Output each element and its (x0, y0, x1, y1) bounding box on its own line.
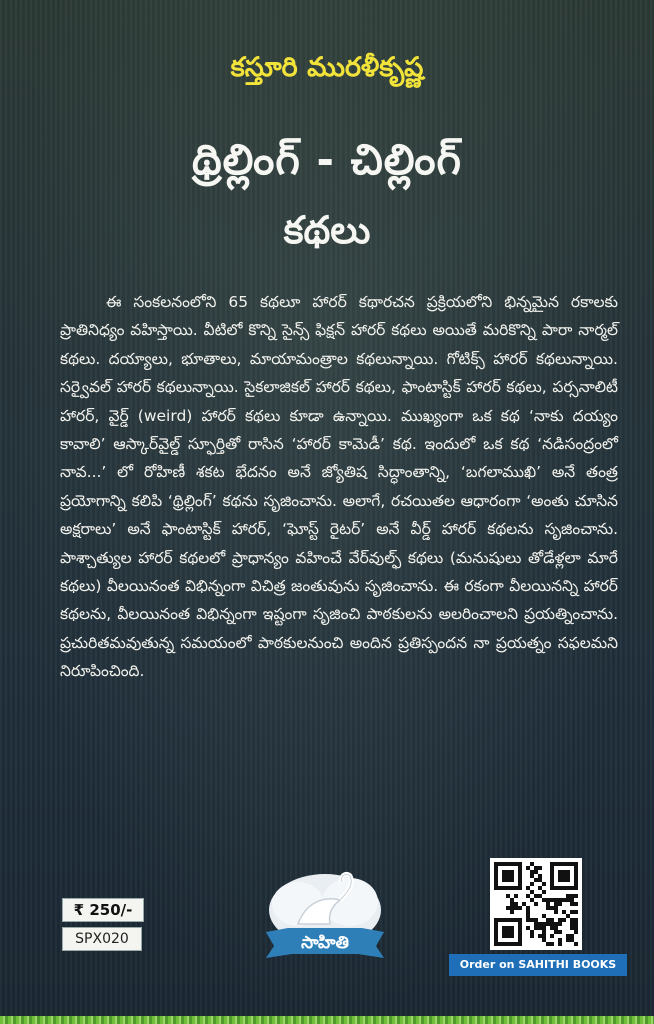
qr-code-icon[interactable] (490, 858, 582, 950)
price-label: ₹ 250/- (62, 898, 144, 922)
book-subtitle: కథలు (283, 208, 371, 252)
book-code-label: SPX020 (62, 927, 142, 951)
blurb-paragraph: ఈ సంకలనంలోని 65 కథలూ హారర్ కథారచన ప్రక్రియలోని భిన్నమైన రకాలకు ప్రాతినిధ్యం వహిస్తాయి. వీటిలో కొన్ని సైన్స్ ఫిక్షన్ హారర్ కథలు అయితే మరికొన్ని పారా నార్మల్ కథలు. దయ్యాలు, భూతాలు, మాయామంత్రాల కథలున్నాయి. గోటిక్స్ హారర్ కథలున్నాయి. సర్వైవల్ హారర్ కథలున్నాయి. సైకలాజికల్ హారర్ కథలు, ఫాంటాస్టిక్ హారర్ కథలు, పర్సనాలిటీ హారర్, వైర్డ్ (weird) హారర్ కథలు కూడా ఉన్నాయి. ముఖ్యంగా ఒక కథ ‘నాకు దయ్యం కావాలి’ ఆస్కార్‌వైల్డ్ స్ఫూర్తితో రాసిన ‘హారర్ కామెడీ’ కథ. ఇందులో ఒక కథ ‘నడిసంద్రంలో నావ...’ లో రోహిణీ శకట భేదనం అనే జ్యోతిష సిద్ధాంతాన్ని, ‘బగలాముఖి’ అనే తంత్ర ప్రయోగాన్ని కలిపి ‘థ్రిల్లింగ్’ కథను సృజించాను. అలాగే, రచయితల ఆధారంగా ‘అంతు చూసిన అక్షరాలు’ అనే ఫాంటాస్టిక్ హారర్, ‘ఘోస్ట్ రైటర్’ అనే వీర్డ్ హారర్ కథలను సృజించాను. పాశ్చాత్యుల హారర్ కథలలో ప్రాధాన్యం వహించే వేర్‌వుల్ఫ్ కథలు (మనుషులు తోడేళ్లలా మారే కథలు) వీలయినంత విభిన్నంగా విచిత్ర జంతువును సృజించాను. ఈ రకంగా వీలయినన్ని హారర్ కథలను, వీలయినంత విభిన్నంగా ఇష్టంగా సృజించి పాఠకులను అలరించాలని ప్రయత్నించాను. ప్రచురితమవుతున్న సమయంలో పాఠకులనుంచి అందిన ప్రతిస్పందన నా ప్రయత్నం సఫలమని నిరూపించింది. (60, 293, 618, 681)
publisher-logo-text: సాహితి (301, 933, 349, 953)
swan-logo-icon (258, 862, 392, 972)
grass-strip (0, 1016, 654, 1024)
publisher-swan-logo (258, 862, 392, 972)
book-title: థ్రిల్లింగ్ - చిల్లింగ్ (192, 135, 462, 184)
blurb-text-block (60, 288, 618, 686)
author-name: కస్తూరి మురళీకృష్ణ (230, 52, 424, 83)
order-sahithi-books-button[interactable]: Order on SAHITHI BOOKS (449, 954, 627, 976)
